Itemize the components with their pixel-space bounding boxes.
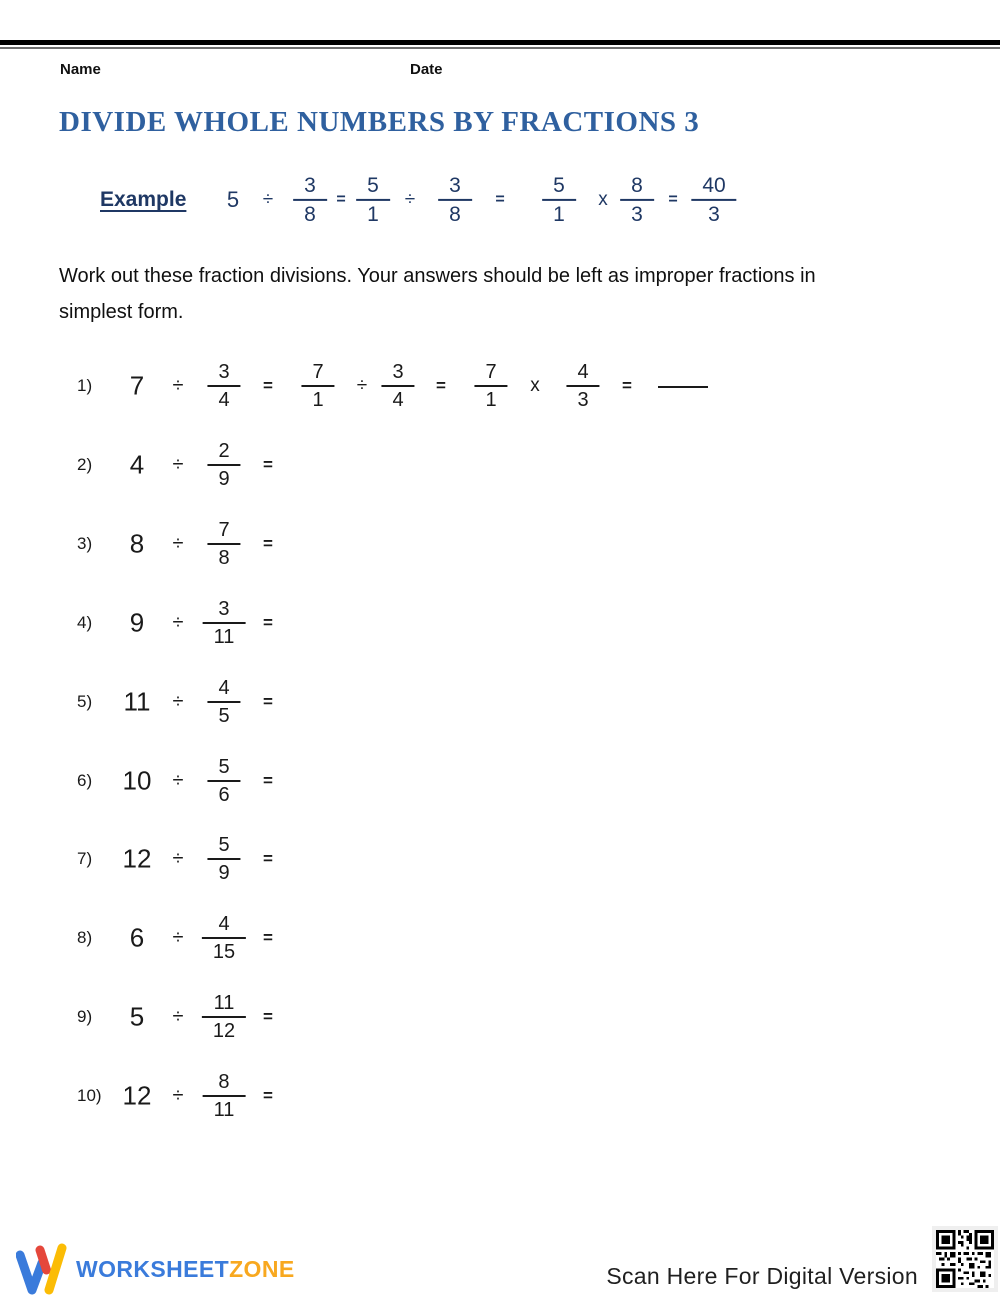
whole-number: 6 xyxy=(129,922,145,953)
problem-row-9 xyxy=(0,985,1000,1049)
divide-sign: ÷ xyxy=(172,1084,184,1107)
fraction-bar xyxy=(301,385,334,387)
problem-number: 6) xyxy=(77,771,93,790)
problem-number: 3) xyxy=(77,534,93,553)
page-title: DIVIDE WHOLE NUMBERS BY FRACTIONS 3 xyxy=(59,106,700,138)
divide-sign: ÷ xyxy=(172,374,184,397)
equals-sign: = xyxy=(263,771,273,790)
equals-sign: = xyxy=(263,613,273,632)
fraction-bar xyxy=(566,385,599,387)
problem-fraction: 8 11 xyxy=(203,1071,246,1121)
equals-sign: = xyxy=(263,1086,273,1105)
fraction-bar xyxy=(542,199,576,201)
equals-sign: = xyxy=(436,376,446,395)
multiply-sign: x xyxy=(530,375,540,396)
equals-sign: = xyxy=(336,191,346,208)
problem-row-7 xyxy=(0,827,1000,891)
divide-sign: ÷ xyxy=(172,769,184,792)
example-fraction-2: 5 1 xyxy=(356,174,390,226)
top-rule-thin xyxy=(0,47,1000,49)
divide-sign: ÷ xyxy=(172,847,184,870)
whole-number: 12 xyxy=(122,1080,152,1111)
example-fraction-1: 3 8 xyxy=(293,174,327,226)
fraction-bar xyxy=(293,199,327,201)
date-label: Date xyxy=(410,61,443,78)
fraction-bar xyxy=(381,385,414,387)
equals-sign: = xyxy=(263,1007,273,1026)
problem-row-2 xyxy=(0,433,1000,497)
example-fraction-4: 5 1 xyxy=(542,174,576,226)
logo-w-icon xyxy=(16,1243,68,1295)
problem-row-3 xyxy=(0,512,1000,576)
worksheetzone-logo xyxy=(16,1243,295,1295)
problem-fraction: 3 4 xyxy=(207,361,240,411)
fraction-bar xyxy=(207,543,240,545)
fraction-bar xyxy=(202,1016,246,1018)
fraction-bar xyxy=(691,199,736,201)
divide-sign: ÷ xyxy=(356,375,368,396)
whole-number: 8 xyxy=(129,528,145,559)
problem-row-8 xyxy=(0,906,1000,970)
problem-fraction: 4 15 xyxy=(202,913,246,963)
worked-fraction-1: 7 1 xyxy=(301,361,334,411)
example-label: Example xyxy=(100,188,187,211)
problem-fraction: 3 11 xyxy=(203,598,246,648)
divide-sign: ÷ xyxy=(172,532,184,555)
top-rule-thick xyxy=(0,40,1000,45)
whole-number: 10 xyxy=(122,765,152,796)
example-result-fraction: 40 3 xyxy=(691,174,736,226)
problem-number: 10) xyxy=(77,1086,102,1105)
problem-number: 8) xyxy=(77,928,93,947)
problem-number: 9) xyxy=(77,1007,93,1026)
fraction-bar xyxy=(207,385,240,387)
problem-number: 1) xyxy=(77,376,93,395)
equals-sign: = xyxy=(668,191,678,208)
divide-sign: ÷ xyxy=(172,611,184,634)
problem-fraction: 7 8 xyxy=(207,519,240,569)
equals-sign: = xyxy=(263,849,273,868)
fraction-bar xyxy=(203,1095,246,1097)
problem-number: 4) xyxy=(77,613,93,632)
divide-sign: ÷ xyxy=(404,189,416,210)
problem-number: 5) xyxy=(77,692,93,711)
whole-number: 7 xyxy=(129,370,145,401)
equals-sign: = xyxy=(263,928,273,947)
divide-sign: ÷ xyxy=(262,189,274,210)
whole-number: 5 xyxy=(129,1001,145,1032)
brand-zone: ZONE xyxy=(229,1255,295,1282)
instructions-text: Work out these fraction divisions. Your answers should be left as improper fractions in simplest form. xyxy=(59,265,816,323)
problem-fraction: 5 9 xyxy=(207,834,240,884)
example-fraction-5: 8 3 xyxy=(620,174,654,226)
fraction-bar xyxy=(202,937,246,939)
problem-row-6 xyxy=(0,749,1000,813)
equals-sign: = xyxy=(263,455,273,474)
fraction-bar xyxy=(474,385,507,387)
example-fraction-3: 3 8 xyxy=(438,174,472,226)
fraction-bar xyxy=(356,199,390,201)
fraction-bar xyxy=(207,780,240,782)
divide-sign: ÷ xyxy=(172,926,184,949)
whole-number: 9 xyxy=(129,607,145,638)
brand-text xyxy=(76,1256,295,1283)
worked-fraction-4: 4 3 xyxy=(566,361,599,411)
name-label: Name xyxy=(60,61,101,78)
equals-sign: = xyxy=(263,376,273,395)
example-whole-number: 5 xyxy=(226,187,240,212)
equals-sign: = xyxy=(263,692,273,711)
divide-sign: ÷ xyxy=(172,1005,184,1028)
divide-sign: ÷ xyxy=(172,453,184,476)
problem-row-5 xyxy=(0,670,1000,734)
equals-sign: = xyxy=(263,534,273,553)
problem-number: 7) xyxy=(77,849,93,868)
divide-sign: ÷ xyxy=(172,690,184,713)
fraction-bar xyxy=(438,199,472,201)
worked-fraction-2: 3 4 xyxy=(381,361,414,411)
problem-row-1 xyxy=(0,354,1000,418)
scan-here-text: Scan Here For Digital Version xyxy=(606,1263,918,1289)
equals-sign: = xyxy=(622,376,632,395)
problem-fraction: 11 12 xyxy=(202,992,246,1042)
whole-number: 4 xyxy=(129,449,145,480)
qr-code-image xyxy=(936,1230,994,1288)
problem-row-4 xyxy=(0,591,1000,655)
multiply-sign: x xyxy=(598,189,608,210)
example-row xyxy=(0,167,1000,233)
fraction-bar xyxy=(203,622,246,624)
brand-worksheet: WORKSHEET xyxy=(76,1255,230,1282)
fraction-bar xyxy=(207,858,240,860)
fraction-bar xyxy=(207,464,240,466)
equals-sign: = xyxy=(495,191,505,208)
problem-row-10 xyxy=(0,1064,1000,1128)
problem-fraction: 4 5 xyxy=(207,677,240,727)
problem-fraction: 5 6 xyxy=(207,756,240,806)
qr-code xyxy=(932,1226,998,1292)
fraction-bar xyxy=(207,701,240,703)
problem-fraction: 2 9 xyxy=(207,440,240,490)
problem-number: 2) xyxy=(77,455,93,474)
fraction-bar xyxy=(620,199,654,201)
whole-number: 11 xyxy=(123,686,151,717)
answer-blank-line xyxy=(658,386,708,388)
worked-fraction-3: 7 1 xyxy=(474,361,507,411)
whole-number: 12 xyxy=(122,843,152,874)
